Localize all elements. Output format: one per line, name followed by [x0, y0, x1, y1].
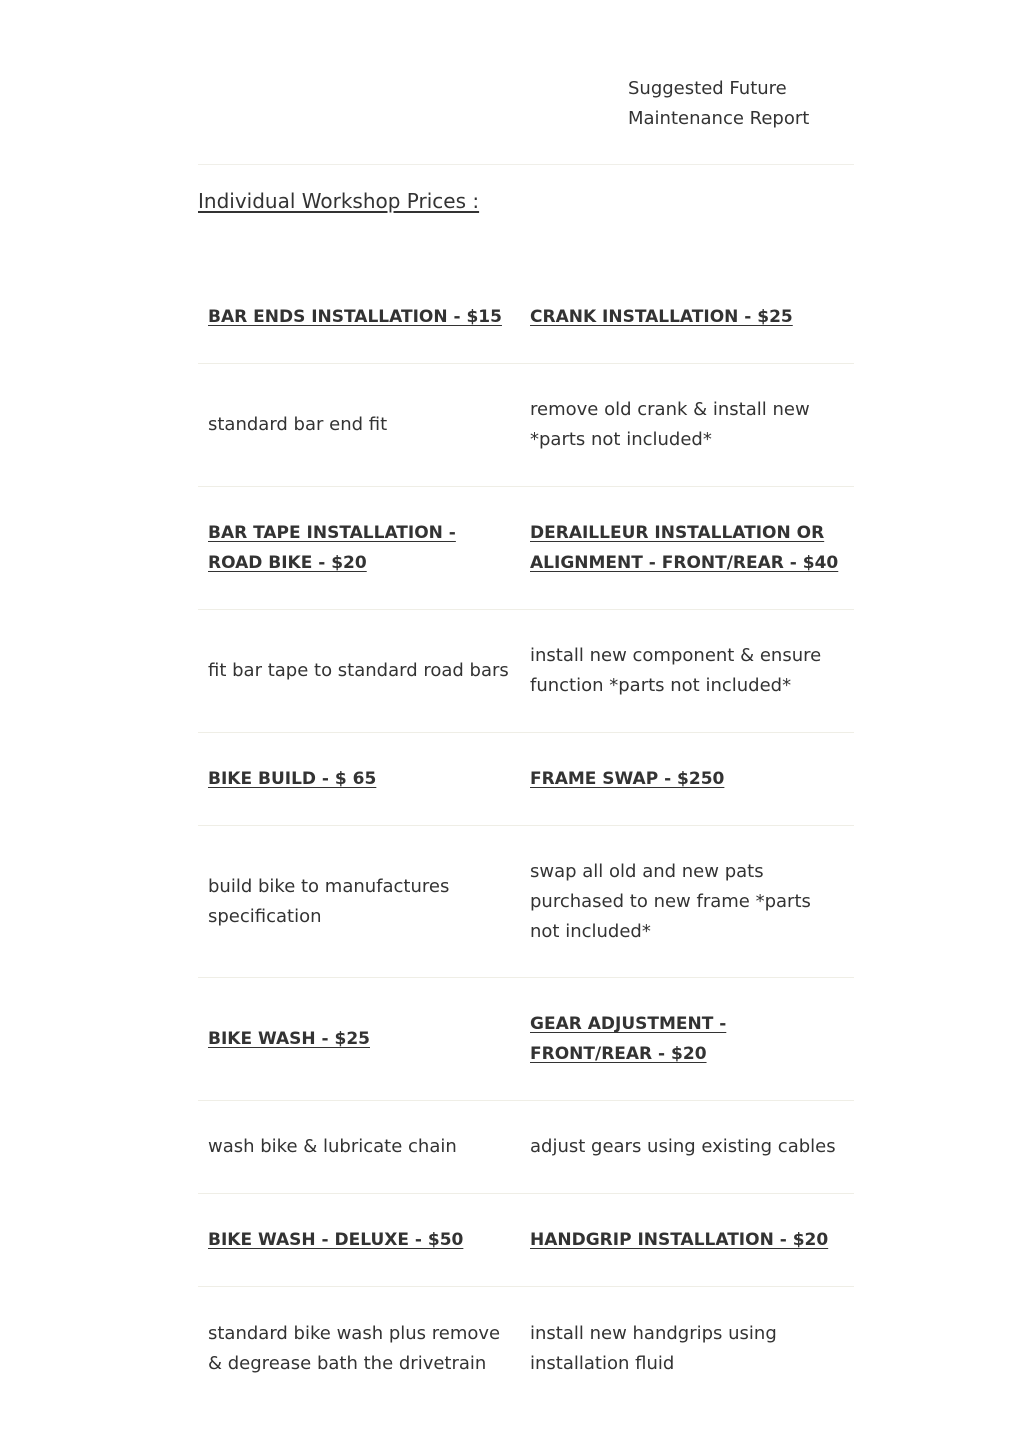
service-description: standard bar end fit [208, 414, 388, 435]
service-description: install new component & ensure function *parts not included* [530, 645, 822, 696]
service-description: build bike to manufactures specification [208, 875, 450, 927]
service-name: BIKE WASH - DELUXE - $50 [208, 1230, 464, 1250]
section-heading: Individual Workshop Prices : [198, 189, 480, 213]
service-name: CRANK INSTALLATION - $25 [530, 306, 793, 327]
service-description: adjust gears using existing cables [530, 1136, 836, 1157]
table-row [198, 610, 854, 733]
service-name: BAR ENDS INSTALLATION - $15 [208, 306, 502, 327]
workshop-prices-table [198, 270, 854, 1410]
service-description: fit bar tape to standard road bars [208, 660, 509, 681]
table-row [198, 487, 854, 610]
service-name: BIKE WASH - $25 [208, 1029, 370, 1049]
table-row [198, 1101, 854, 1194]
table-row [198, 733, 854, 826]
service-description: wash bike & lubricate chain [208, 1136, 457, 1157]
service-description: swap all old and new pats purchased to new frame *parts not included* [530, 860, 811, 942]
service-name: GEAR ADJUSTMENT - FRONT/REAR - $20 [530, 1014, 727, 1064]
table-row [198, 1287, 854, 1410]
table-row [198, 364, 854, 487]
service-description: remove old crank & install new *parts not included* [530, 399, 810, 450]
report-title: Suggested Future Maintenance Report [628, 78, 810, 129]
service-name: DERAILLEUR INSTALLATION OR ALIGNMENT - FRONT/REAR - $40 [530, 523, 839, 573]
service-name: BAR TAPE INSTALLATION - ROAD BIKE - $20 [208, 523, 456, 573]
service-name: BIKE BUILD - $ 65 [208, 769, 377, 789]
service-description: standard bike wash plus remove & degrease bath the drivetrain [208, 1322, 501, 1374]
service-name: HANDGRIP INSTALLATION - $20 [530, 1230, 829, 1250]
divider [198, 164, 854, 165]
table-row [198, 1194, 854, 1287]
service-description: install new handgrips using installation fluid [530, 1322, 777, 1374]
table-row [198, 978, 854, 1101]
table-row [198, 826, 854, 978]
table-row [198, 270, 854, 364]
service-name: FRAME SWAP - $250 [530, 769, 725, 789]
